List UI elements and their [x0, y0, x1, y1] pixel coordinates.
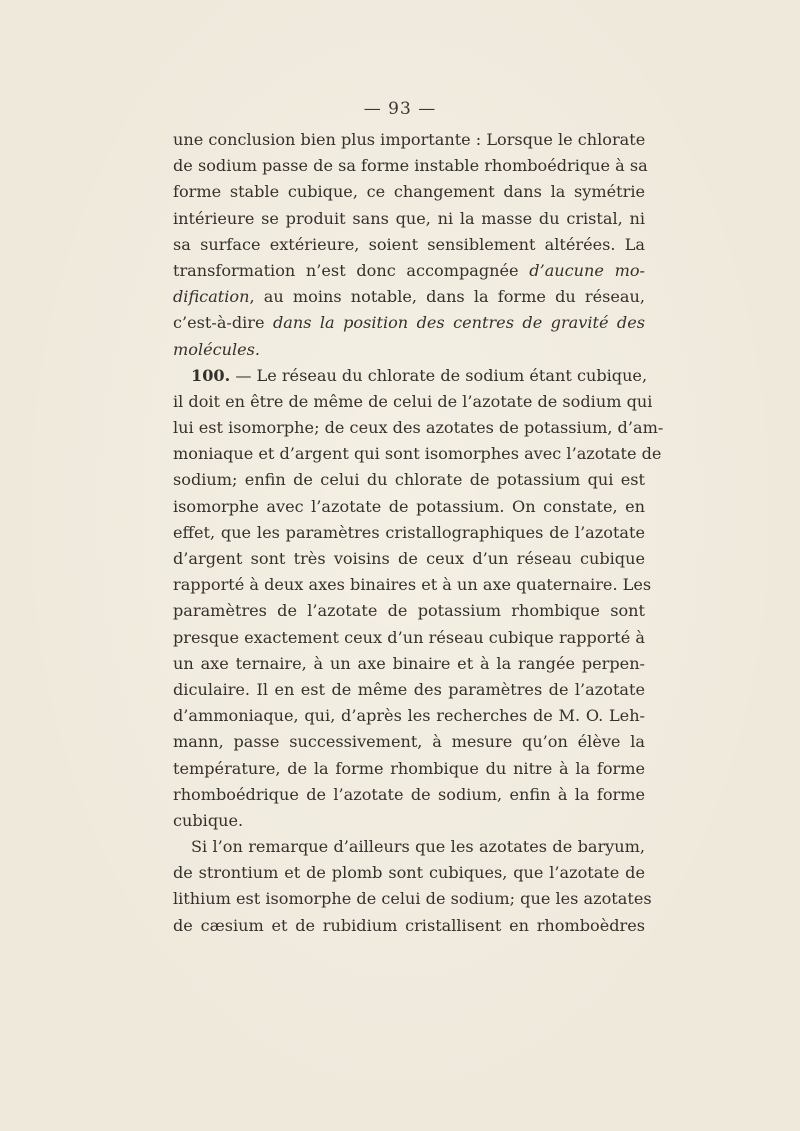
text-line: un axe ternaire, à un axe binaire et à la rangée perpen- [173, 653, 645, 673]
text-line: rhomboédrique de l’azotate de sodium, enfin à la forme [173, 784, 645, 804]
italic-text: dans la position des centres de gravité des [272, 313, 645, 333]
text-line: température, de la forme rhombique du nitre à la forme [173, 758, 645, 778]
italic-text: dification [173, 287, 250, 307]
text-line: de strontium et de plomb sont cubiques, que l’azotate de [173, 863, 645, 883]
text-line: forme stable cubique, ce changement dans la symétrie [173, 182, 645, 202]
text-line: sodium; enfin de celui du chlorate de potassium qui est [173, 470, 645, 490]
text-line: il doit en être de même de celui de l’azotate de sodium qui [173, 391, 653, 411]
text-line: diculaire. Il en est de même des paramètres de l’azotate [173, 679, 645, 699]
text-line: transformation n’est donc accompagnée d’aucune mo- [173, 260, 645, 280]
text-line: cubique. [173, 810, 244, 830]
text-line: lithium est isomorphe de celui de sodium; que les azotates [173, 889, 652, 909]
text-line: isomorphe avec l’azotate de potassium. On constate, en [173, 496, 645, 516]
body-text [173, 127, 664, 939]
text-line [173, 337, 645, 363]
paragraph-continuation [173, 127, 648, 363]
text-line: moniaque et d’argent qui sont isomorphes avec l’azotate de [173, 444, 662, 464]
text-line: d’argent sont très voisins de ceux d’un réseau cubique [173, 549, 645, 568]
text-line: Si l’on remarque d’ailleurs que les azotates de baryum, [191, 837, 645, 857]
section-number: 100. [191, 365, 231, 385]
text-line: de cæsium et de rubidium cristallisent en rhomboèdres [173, 915, 645, 935]
italic-text: d’aucune mo- [529, 260, 645, 280]
text-line: paramètres de l’azotate de potassium rhombique sont [173, 601, 645, 621]
text-line: effet, que les paramètres cristallographiques de l’azotate [173, 522, 645, 542]
text-line: d’ammoniaque, qui, d’après les recherches de M. O. Leh- [173, 706, 645, 726]
page-number: — 93 — [363, 99, 437, 119]
paragraph [173, 834, 652, 939]
text-line: de sodium passe de sa forme instable rhomboédrique à sa [173, 156, 648, 176]
text-line: dification, au moins notable, dans la forme du réseau, [173, 287, 645, 307]
text-line: c’est-à-dire dans la position des centres de gravité des [173, 313, 645, 333]
text-line: intérieure se produit sans que, ni la masse du cristal, ni [173, 208, 645, 228]
text-line: lui est isomorphe; de ceux des azotates de potassium, d’am- [173, 418, 664, 438]
text-line: une conclusion bien plus importante : Lorsque le chlorate [173, 130, 646, 149]
text-line: sa surface extérieure, soient sensiblement altérées. La [173, 234, 645, 254]
text-line: mann, passe successivement, à mesure qu’on élève la [173, 732, 645, 752]
text-line: presque exactement ceux d’un réseau cubique rapporté à [173, 627, 645, 647]
italic-text: molécules. [173, 339, 261, 359]
paragraph-100 [173, 363, 664, 834]
text-line: 100. — Le réseau du chlorate de sodium étant cubique, [191, 365, 648, 385]
text-line: rapporté à deux axes binaires et à un axe quaternaire. Les [173, 575, 652, 595]
